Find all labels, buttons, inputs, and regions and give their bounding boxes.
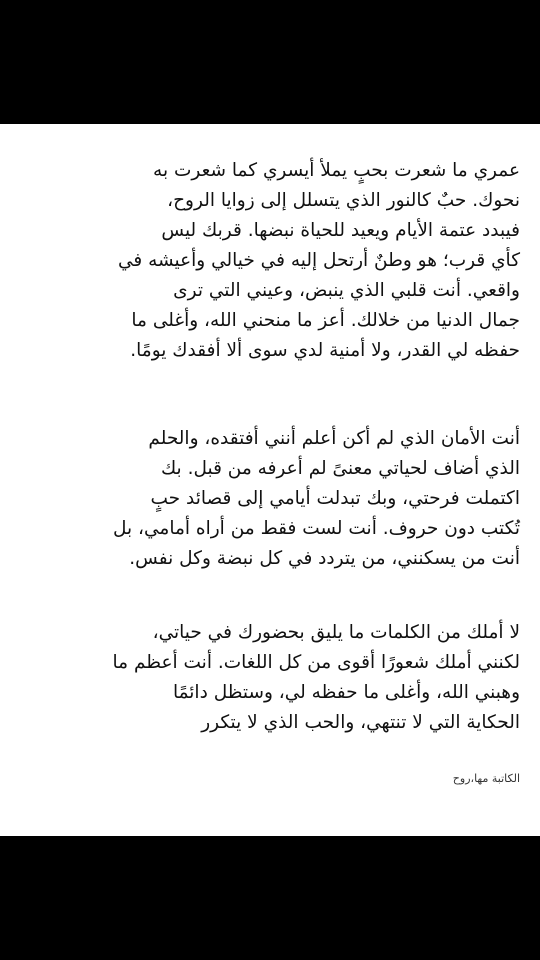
author-signature: الكاتبة مها،روح: [452, 772, 520, 785]
paragraph-line: لا أملك من الكلمات ما يليق بحضورك في حياتي،: [152, 622, 520, 643]
paragraph-1: [20, 156, 520, 366]
paragraph-line: أنت الأمان الذي لم أكن أعلم أنني أفتقده، والحلم: [148, 428, 520, 449]
paragraph-line: أنت من يسكنني، من يتردد في كل نبضة وكل نفس.: [129, 548, 520, 569]
paragraph-line: الحكاية التي لا تنتهي، والحب الذي لا يتكرر: [201, 712, 520, 733]
paragraph-line: عمري ما شعرت بحبٍ يملأ أيسري كما شعرت به: [153, 160, 520, 181]
paragraph-2: [20, 424, 520, 574]
paragraph-line: حفظه لي القدر، ولا أمنية لدي سوى ألا أفقدك يومًا.: [130, 340, 520, 361]
paragraph-line: الذي أضاف لحياتي معنىً لم أعرفه من قبل. بك: [160, 458, 520, 479]
paragraph-line: واقعي. أنت قلبي الذي ينبض، وعيني التي ترى: [173, 280, 520, 301]
paragraph-3: [20, 618, 520, 738]
paragraph-line: وهبني الله، وأغلى ما حفظه لي، وستظل دائمًا: [172, 682, 520, 703]
paragraph-line: كأي قرب؛ هو وطنٌ أرتحل إليه في خيالي وأعيشه في: [117, 250, 520, 271]
paragraph-line: نحوك. حبٌ كالنور الذي يتسلل إلى زوايا الروح،: [167, 190, 520, 211]
paragraph-line: اكتملت فرحتي، وبك تبدلت أيامي إلى قصائد حبٍ: [150, 488, 520, 509]
paragraph-line: تُكتب دون حروف. أنت لست فقط من أراه أمامي، بل: [113, 518, 520, 539]
paragraph-line: فيبدد عتمة الأيام ويعيد للحياة نبضها. قربك ليس: [161, 220, 520, 241]
paragraph-line: جمال الدنيا من خلالك. أعز ما منحني الله، وأغلى ما: [131, 310, 520, 331]
text-card: [0, 124, 540, 836]
paragraph-line: لكنني أملك شعورًا أقوى من كل اللغات. أنت أعظم ما: [112, 652, 520, 673]
